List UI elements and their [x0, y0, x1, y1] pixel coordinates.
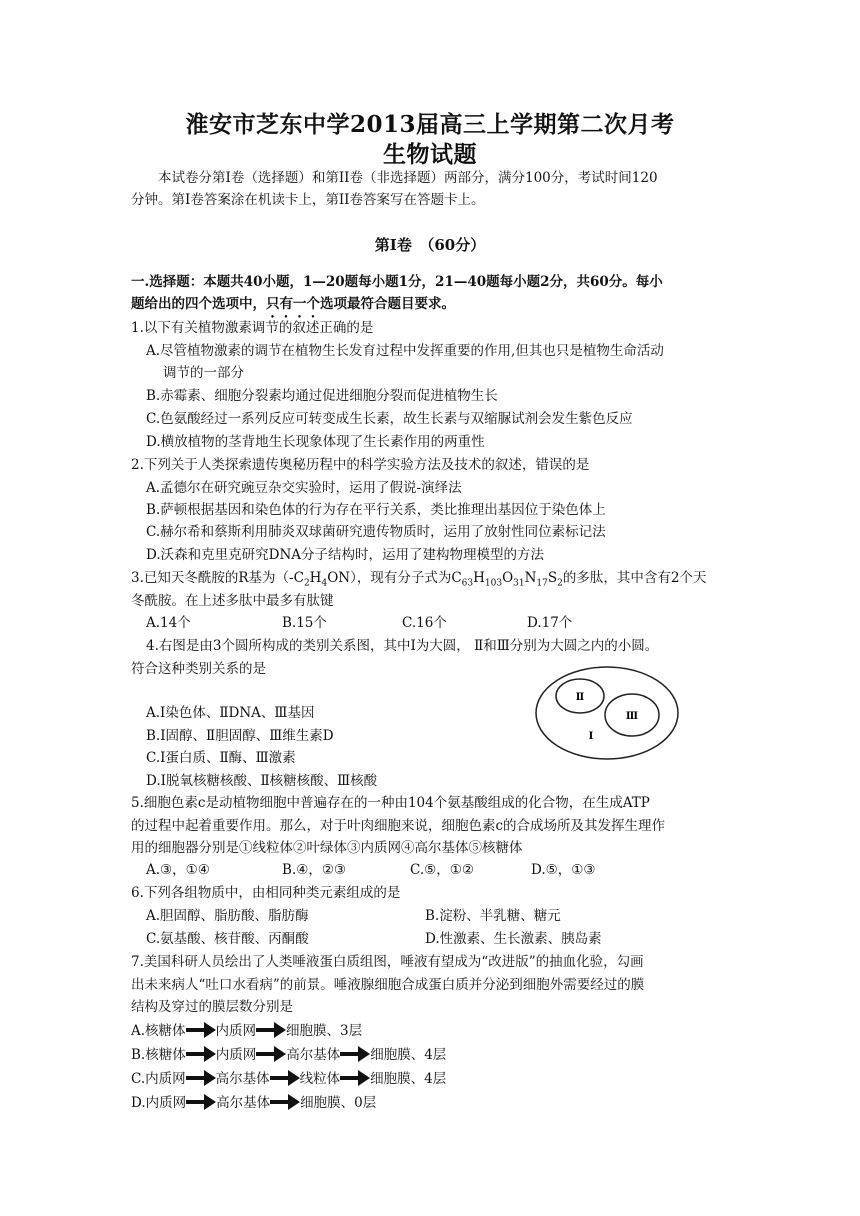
- q1-option-c: C.色氨酸经过一系列反应可转变成生长素，故生长素与双缩脲试剂会发生紫色反应: [146, 411, 633, 427]
- q5-option-d: D.⑤，①③: [531, 862, 596, 878]
- venn-label-2: Ⅱ: [575, 692, 585, 703]
- q4-stem-cont: 符合这种类别关系的是: [131, 661, 266, 677]
- venn-big-circle: [536, 667, 678, 759]
- arrow-right-icon: [340, 1044, 370, 1064]
- q1-option-b: B.赤霉素、细胞分裂素均通过促进细胞分裂而促进植物生长: [146, 388, 498, 404]
- arrow-right-icon: [270, 1068, 300, 1088]
- intro-line-1: 本试卷分第Ⅰ卷（选择题）和第II卷（非选择题）两部分，满分100分，考试时间120: [158, 170, 658, 186]
- q7-stem-3: 结构及穿过的膜层数分别是: [131, 999, 293, 1015]
- arrow-right-icon: [186, 1092, 216, 1112]
- q6-stem: 6.下列各组物质中，由相同种类元素组成的是: [131, 885, 401, 901]
- q1-option-a: A.尽管植物激素的调节在植物生长发育过程中发挥重要的作用,但其也只是植物生命活动: [146, 343, 664, 359]
- venn-diagram: [534, 664, 680, 762]
- q7-option-b: B.核糖体 内质网 高尔基体 细胞膜、4层: [131, 1044, 446, 1065]
- arrow-right-icon: [340, 1068, 370, 1088]
- venn-label-1: Ⅰ: [588, 731, 594, 742]
- q1-option-a-cont: 调节的一部分: [163, 365, 244, 381]
- q5-option-b: B.④，②③: [282, 862, 347, 878]
- q7-stem-2: 出未来病人“吐口水看病”的前景。唾液腺细胞合成蛋白质并分泌到细胞外需要经过的膜: [131, 977, 645, 993]
- section-heading: 第Ⅰ卷 （60分）: [374, 236, 486, 254]
- venn-label-3: Ⅲ: [625, 711, 639, 722]
- q5-option-a: A.③，①④: [146, 862, 210, 878]
- q6-option-a: A.胆固醇、脂肪酸、脂肪酶: [146, 908, 309, 924]
- arrow-right-icon: [186, 1068, 216, 1088]
- q7-option-c: C.内质网 高尔基体 线粒体 细胞膜、4层: [131, 1068, 446, 1089]
- q7-stem-1: 7.美国科研人员绘出了人类唾液蛋白质组图，唾液有望成为“改进版”的抽血化验，勾画: [131, 954, 644, 970]
- instructions-line-2: 题给出的四个选项中，只有一个选项最符合题目要求。: [131, 296, 455, 312]
- q3-option-b: B.15个: [282, 615, 327, 631]
- q4-option-b: B.Ⅰ固醇、Ⅱ胆固醇、Ⅲ维生素D: [146, 728, 334, 744]
- q1-option-d: D.横放植物的茎背地生长现象体现了生长素作用的两重性: [146, 434, 485, 450]
- q3-stem-cont: 冬酰胺。在上述多肽中最多有肽键: [131, 593, 334, 609]
- emphasis-text: 只有一个: [266, 296, 320, 312]
- q5-stem-3: 用的细胞器分别是①线粒体②叶绿体③内质网④高尔基体⑤核糖体: [131, 840, 523, 856]
- intro-line-2: 分钟。第Ⅰ卷答案涂在机读卡上，第II卷答案写在答题卡上。: [131, 192, 485, 208]
- q2-option-b: B.萨顿根据基因和染色体的行为存在平行关系，类比推理出基因位于染色体上: [146, 502, 606, 518]
- q2-stem: 2.下列关于人类探索遗传奥秘历程中的科学实验方法及技术的叙述，错误的是: [131, 457, 590, 473]
- q7-option-a: A.核糖体 内质网 细胞膜、3层: [131, 1020, 362, 1041]
- q4-stem: 4.右图是由3个圆所构成的类别关系图，其中Ⅰ为大圆， Ⅱ和Ⅲ分别为大圆之内的小圆。: [146, 638, 659, 654]
- q5-stem-1: 5.细胞色素c是动植物细胞中普遍存在的一种由104个氨基酸组成的化合物，在生成ATP: [131, 795, 650, 811]
- q7-option-d: D.内质网 高尔基体 细胞膜、0层: [131, 1092, 376, 1113]
- q6-option-b: B.淀粉、半乳糖、糖元: [425, 908, 561, 924]
- q3-option-c: C.16个: [402, 615, 447, 631]
- arrow-right-icon: [186, 1020, 216, 1040]
- q3-option-a: A.14个: [146, 615, 191, 631]
- q4-option-d: D.Ⅰ脱氧核糖核酸、Ⅱ核糖核酸、Ⅲ核酸: [146, 773, 378, 789]
- q3-option-d: D.17个: [527, 615, 573, 631]
- arrow-right-icon: [256, 1020, 286, 1040]
- exam-title: 淮安市芝东中学2013届高三上学期第二次月考: [185, 111, 675, 138]
- q2-option-c: C.赫尔希和蔡斯利用肺炎双球菌研究遗传物质时，运用了放射性同位素标记法: [146, 524, 606, 540]
- arrow-right-icon: [270, 1092, 300, 1112]
- exam-subtitle: 生物试题: [383, 141, 477, 168]
- instructions-line-1: 一.选择题：本题共40小题，1—20题每小题1分，21—40题每小题2分，共60分。每小: [131, 274, 663, 290]
- q4-option-c: C.Ⅰ蛋白质、Ⅱ酶、Ⅲ激素: [146, 750, 296, 766]
- q6-option-d: D.性激素、生长激素、胰岛素: [425, 931, 602, 947]
- arrow-right-icon: [186, 1044, 216, 1064]
- q3-stem: 3.已知天冬酰胺的R基为$(-C_2H_4ON)$，现有分子式为$C_{63}H_{103}O_{31}N_{17}S_2$的多肽，其中含有2个天: [131, 570, 707, 589]
- q5-option-c: C.⑤，①②: [410, 862, 474, 878]
- arrow-right-icon: [256, 1044, 286, 1064]
- q6-option-c: C.氨基酸、核苷酸、丙酮酸: [146, 931, 309, 947]
- q5-stem-2: 的过程中起着重要作用。那么，对于叶肉细胞来说，细胞色素c的合成场所及其发挥生理作: [131, 818, 666, 834]
- q4-option-a: A.Ⅰ染色体、ⅡDNA、Ⅲ基因: [146, 705, 315, 721]
- q2-option-a: A.孟德尔在研究豌豆杂交实验时，运用了假说-演绎法: [146, 480, 462, 496]
- q2-option-d: D.沃森和克里克研究DNA分子结构时，运用了建构物理模型的方法: [146, 547, 545, 563]
- q1-stem: 1.以下有关植物激素调节的叙述正确的是: [131, 320, 374, 336]
